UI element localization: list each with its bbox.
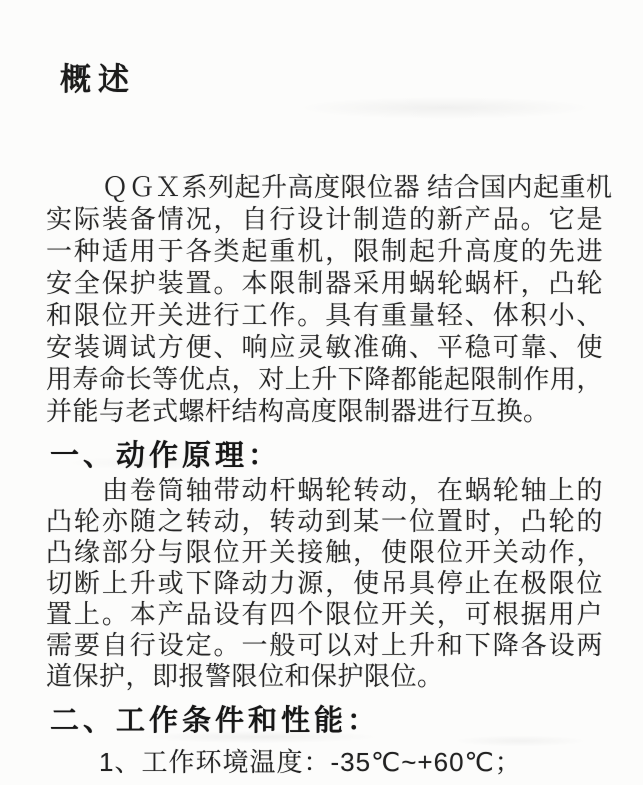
text-line: 一种适用于各类起重机，限制起升高度的先进 <box>46 237 603 266</box>
text-line: 安全保护装置。本限制器采用蜗轮蜗杆，凸轮 <box>46 269 603 298</box>
text-line: 凸缘部分与限位开关接触，使限位开关动作， <box>46 538 603 567</box>
paragraph-overview <box>46 172 613 428</box>
list-item-operating-temperature: 1、工作环境温度：-35℃~+60℃； <box>99 747 522 777</box>
page-title: 概述 <box>60 62 136 97</box>
text-line: 安装调试方便、响应灵敏准确、平稳可靠、使 <box>46 333 603 362</box>
text-line: 置上。本产品设有四个限位开关，可根据用户 <box>46 600 603 629</box>
text-line: 并能与老式螺杆结构高度限制器进行互换。 <box>46 397 550 426</box>
text-line: 道保护，即报警限位和保护限位。 <box>46 662 444 691</box>
text-line: 切断上升或下降动力源，使吊具停止在极限位 <box>46 569 603 598</box>
text-line: 实际装备情况，自行设计制造的新产品。它是 <box>46 205 603 234</box>
text-line: 和限位开关进行工作。具有重量轻、体积小、 <box>46 301 603 330</box>
text-line: ＱＧＸ系列起升高度限位器 结合国内起重机 <box>102 173 613 202</box>
text-line: 凸轮亦随之转动，转动到某一位置时，凸轮的 <box>46 507 603 536</box>
section-heading-working-conditions: 二、工作条件和性能： <box>50 705 381 737</box>
text-line: 需要自行设定。一般可以对上升和下降各设两 <box>46 631 603 660</box>
paragraph-operating-principle <box>46 475 603 692</box>
text-line: 由卷筒轴带动杆蜗轮转动，在蜗轮轴上的 <box>102 476 603 505</box>
section-heading-operating-principle: 一、动作原理： <box>50 440 282 472</box>
text-line: 用寿命长等优点，对上升下降都能起限制作用， <box>46 365 603 394</box>
